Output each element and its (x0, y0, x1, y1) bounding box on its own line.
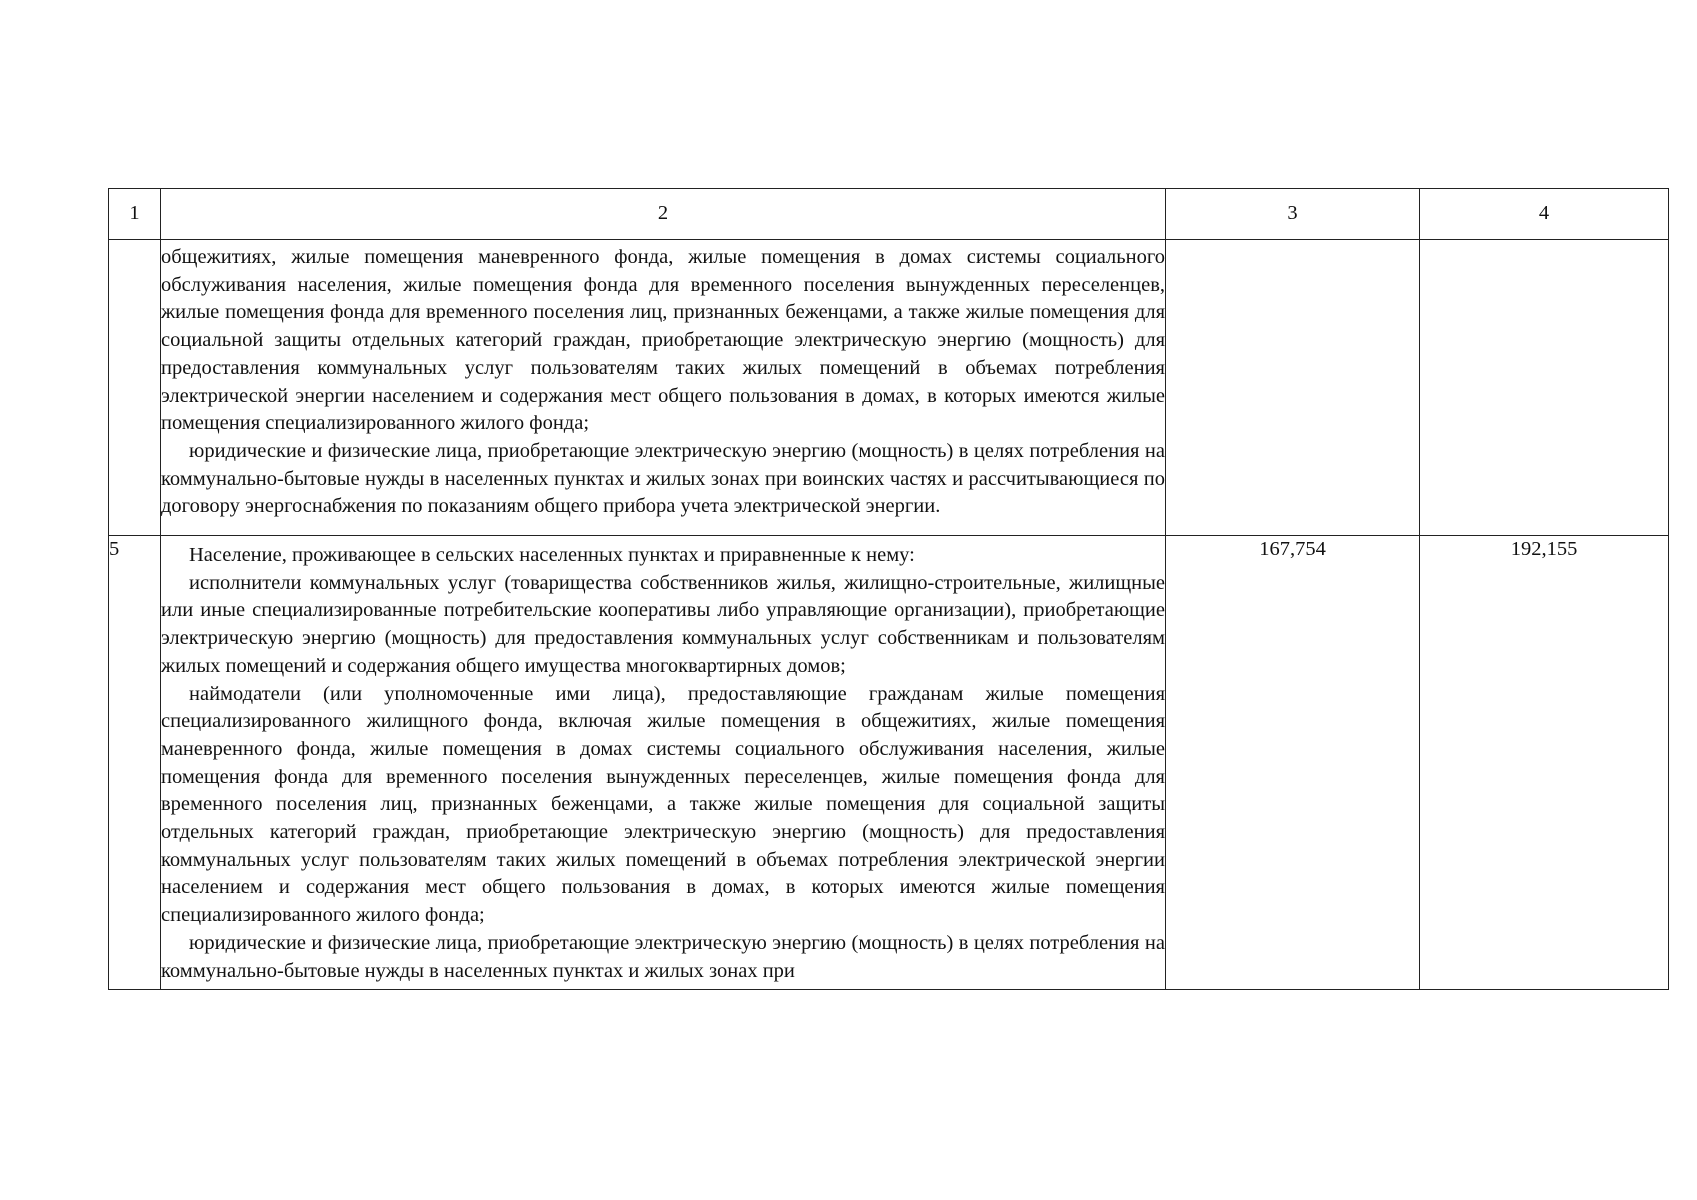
row-value-col4: 192,155 (1420, 536, 1669, 990)
row-value-col3: 167,754 (1166, 536, 1420, 990)
description-paragraph: наймодатели (или уполномоченные ими лица), предоставляющие гражданам жилые помещения специализированного жилищного фонда, включая жилые помещения в общежитиях, жилые помещения маневренного фонда, жилые помещения в домах системы социального обслуживания населения, жилые помещения фонда для временного поселения вынужденных переселенцев, жилые помещения фонда для временного поселения лиц, признанных беженцами, а также жилые помещения для социальной защиты отдельных категорий граждан, приобретающие электрическую энергию (мощность) для предоставления коммунальных услуг пользователям таких жилых помещений в объемах потребления электрической энергии населением и содержания мест общего пользования в домах, в которых имеются жилые помещения специализированного жилого фонда; (161, 682, 1165, 927)
table-row (109, 240, 1669, 536)
row-value-col3 (1166, 240, 1420, 536)
row-number-cell: 5 (109, 536, 161, 990)
row-description-cell (161, 536, 1166, 990)
tariff-table (108, 188, 1669, 990)
row-number-cell (109, 240, 161, 536)
row-description-cell (161, 240, 1166, 536)
header-cell-1: 1 (109, 189, 161, 240)
description-paragraph: юридические и физические лица, приобретающие электрическую энергию (мощность) в целях потребления на коммунально-бытовые нужды в населенных пунктах и жилых зонах при (161, 931, 1165, 982)
table-row (109, 536, 1669, 990)
header-cell-3: 3 (1166, 189, 1420, 240)
table-header-row (109, 189, 1669, 240)
description-paragraph: Население, проживающее в сельских населенных пунктах и приравненные к нему: (189, 544, 915, 567)
row-value-col4 (1420, 240, 1669, 536)
description-paragraph: исполнители коммунальных услуг (товарищества собственников жилья, жилищно-строительные, жилищные или иные специализированные потребительские кооперативы либо управляющие организации), приобретающие электрическую энергию (мощность) для предоставления коммунальных услуг собственникам и пользователям жилых помещений и содержания общего имущества многоквартирных домов; (161, 571, 1165, 677)
header-cell-4: 4 (1420, 189, 1669, 240)
description-paragraph: юридические и физические лица, приобретающие электрическую энергию (мощность) в целях потребления на коммунально-бытовые нужды в населенных пунктах и жилых зонах при воинских частях и рассчитывающиеся по договору энергоснабжения по показаниям общего прибора учета электрической энергии. (161, 439, 1165, 518)
description-paragraph: общежитиях, жилые помещения маневренного фонда, жилые помещения в домах системы социального обслуживания населения, жилые помещения фонда для временного поселения вынужденных переселенцев, жилые помещения фонда для временного поселения лиц, признанных беженцами, а также жилые помещения для социальной защиты отдельных категорий граждан, приобретающие электрическую энергию (мощность) для предоставления коммунальных услуг пользователям таких жилых помещений в объемах потребления электрической энергии населением и содержания мест общего пользования в домах, в которых имеются жилые помещения специализированного жилого фонда; (161, 246, 1165, 435)
header-cell-2: 2 (161, 189, 1166, 240)
